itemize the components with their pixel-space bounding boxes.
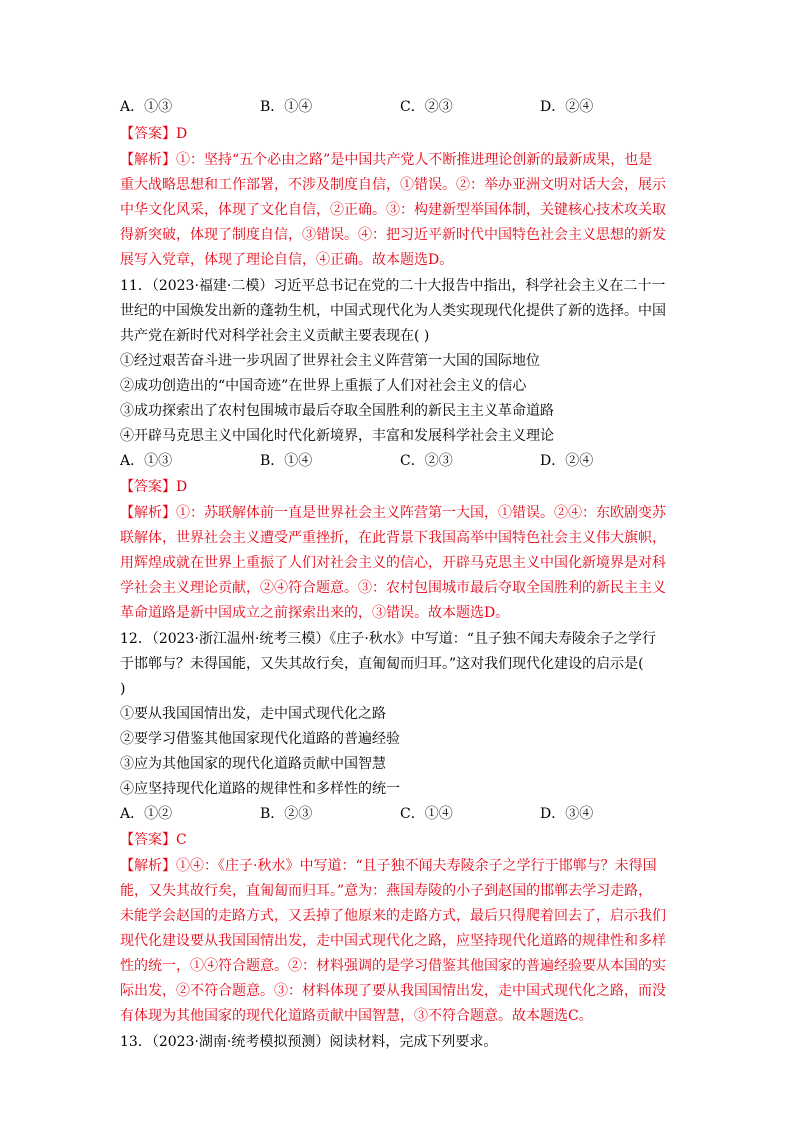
option-a: A．①③ (120, 453, 173, 469)
q12-stem-line: 12．（2023·浙江温州·统考三模）《庄子·秋水》中写道：“且子独不闻夫寿陵余子之学行 (120, 631, 656, 647)
option-b: B．①④ (260, 99, 313, 115)
option-d: D．③④ (540, 806, 594, 822)
q10-analysis-line: 中华文化风采，体现了文化自信，②正确。③：构建新型举国体制，关键核心技术攻关取 (120, 202, 666, 218)
q11-item: ②成功创造出的“中国奇迹”在世界上重振了人们对社会主义的信心 (120, 378, 527, 394)
q11-analysis-line: 革命道路是新中国成立之前探索出来的，③错误。故本题选D。 (120, 605, 510, 621)
option-c: C．②③ (400, 453, 453, 469)
q12-analysis-line: 未能学会赵国的走路方式，又丢掉了他原来的走路方式，最后只得爬着回去了，启示我们 (120, 908, 666, 924)
q10-analysis-line: 【解析】①：坚持“五个必由之路”是中国共产党人不断推进理论创新的最新成果，也是 (120, 152, 653, 168)
q11-analysis-line: 学社会主义理论贡献，②④符合题意。③：农村包围城市最后夺取全国胜利的新民主主义 (120, 580, 666, 596)
q11-stem-line: 共产党在新时代对科学社会主义贡献主要表现在( ) (120, 328, 430, 344)
q10-analysis-line: 重大战略思想和工作部署，不涉及制度自信，①错误。②：举办亚洲文明对话大会，展示 (120, 177, 666, 193)
q12-item: ③应为其他国家的现代化道路贡献中国智慧 (120, 756, 386, 772)
q11-item: ①经过艰苦奋斗进一步巩固了世界社会主义阵营第一大国的国际地位 (120, 353, 540, 369)
q10-answer: 【答案】D (120, 126, 188, 142)
q12-analysis-line: 现代化建设要从我国国情出发，走中国式现代化之路，应坚持现代化道路的规律性和多样 (120, 933, 666, 949)
q12-stem-line: 于邯郸与？未得国能，又失其故行矣，直匍匐而归耳。”这对我们现代化建设的启示是( (120, 656, 644, 672)
q11-options (120, 451, 680, 471)
q12-options (120, 804, 680, 824)
q11-stem-line: 11．（2023·福建·二模）习近平总书记在党的二十大报告中指出，科学社会主义在二十一 (120, 278, 666, 294)
q12-analysis-line: 【解析】①④：《庄子·秋水》中写道：“且子独不闻夫寿陵余子之学行于邯郸与？未得国 (120, 858, 657, 874)
q11-stem-line: 世纪的中国焕发出新的蓬勃生机，中国式现代化为人类实现现代化提供了新的选择。中国 (120, 303, 666, 319)
q11-answer: 【答案】D (120, 479, 188, 495)
q12-answer: 【答案】C (120, 832, 187, 848)
q11-item: ③成功探索出了农村包围城市最后夺取全国胜利的新民主主义革命道路 (120, 403, 554, 419)
option-c: C．②③ (400, 99, 453, 115)
q12-item: ④应坚持现代化道路的规律性和多样性的统一 (120, 781, 400, 797)
option-d: D．②④ (540, 99, 594, 115)
q11-analysis-line: 联解体，世界社会主义遭受严重挫折，在此背景下我国高举中国特色社会主义伟大旗帜， (120, 530, 666, 546)
q10-analysis-line: 得新突破，体现了制度自信，③错误。④：把习近平新时代中国特色社会主义思想的新发 (120, 227, 666, 243)
q12-analysis-line: 性的统一，①④符合题意。②：材料强调的是学习借鉴其他国家的普遍经验要从本国的实 (120, 958, 666, 974)
q12-stem-line: ) (120, 681, 126, 697)
q10-analysis-line: 展写入党章，体现了理论自信，④正确。故本题选D。 (120, 252, 454, 268)
option-a: A．①③ (120, 99, 173, 115)
q10-options (120, 97, 680, 117)
q12-item: ①要从我国国情出发，走中国式现代化之路 (120, 706, 386, 722)
q13-stem: 13．（2023·湖南·统考模拟预测）阅读材料，完成下列要求。 (120, 1034, 498, 1050)
q11-item: ④开辟马克思主义中国化时代化新境界，丰富和发展科学社会主义理论 (120, 428, 554, 444)
q11-analysis-line: 【解析】①：苏联解体前一直是世界社会主义阵营第一大国，①错误。②④：东欧剧变苏 (120, 505, 666, 521)
option-c: C．①④ (400, 806, 453, 822)
q12-analysis-line: 际出发，②不符合题意。③：材料体现了要从我国国情出发，走中国式现代化之路，而没 (120, 983, 666, 999)
option-b: B．②③ (260, 806, 313, 822)
q12-analysis-line: 有体现为其他国家的现代化道路贡献中国智慧，③不符合题意。故本题选C。 (120, 1008, 593, 1024)
option-b: B．①④ (260, 453, 313, 469)
q11-analysis-line: 用辉煌成就在世界上重振了人们对社会主义的信心，开辟马克思主义中国化新境界是对科 (120, 555, 666, 571)
option-d: D．②④ (540, 453, 594, 469)
q12-analysis-line: 能，又失其故行矣，直匍匐而归耳。”意为：燕国寿陵的小子到赵国的邯郸去学习走路， (120, 883, 653, 899)
option-a: A．①② (120, 806, 173, 822)
q12-item: ②要学习借鉴其他国家现代化道路的普遍经验 (120, 731, 400, 747)
